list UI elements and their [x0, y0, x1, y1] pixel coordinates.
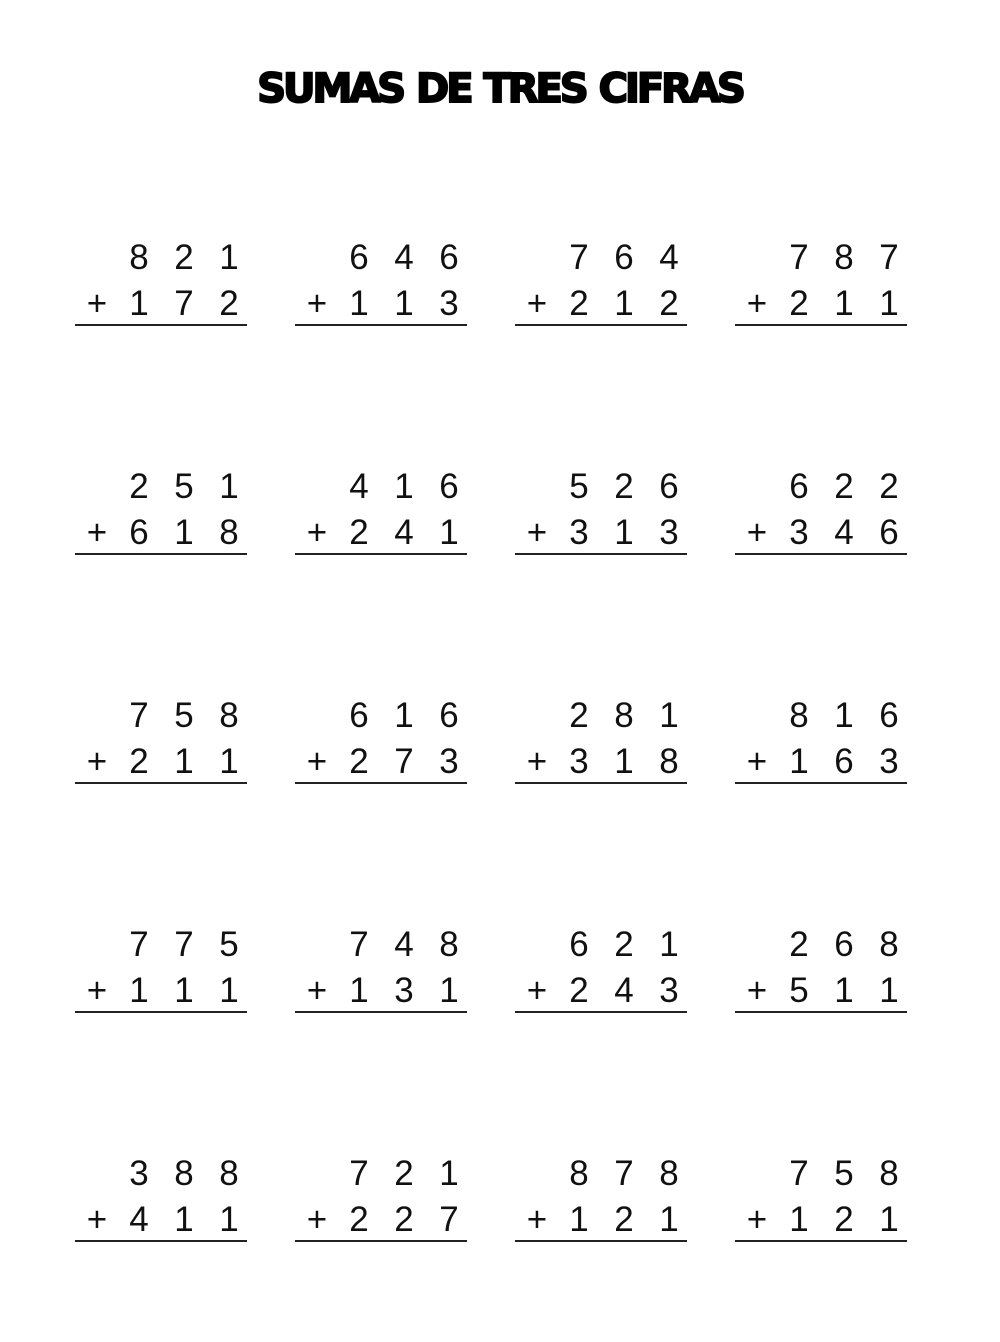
digit: 2 [349, 1200, 369, 1239]
digit: 7 [789, 1154, 809, 1193]
sum-line [735, 553, 907, 555]
plus-sign: + [526, 1200, 548, 1239]
digit: 1 [569, 1200, 589, 1239]
addend-bottom [735, 511, 907, 555]
addition-problem [735, 923, 907, 1019]
addition-problem [75, 465, 247, 561]
digit: 3 [569, 513, 589, 552]
digit: 1 [614, 742, 634, 781]
digit: 5 [219, 925, 239, 964]
digit: 1 [614, 513, 634, 552]
plus-sign: + [746, 742, 768, 781]
digit: 3 [789, 513, 809, 552]
plus-sign: + [306, 1200, 328, 1239]
digit: 3 [659, 513, 679, 552]
digit: 1 [439, 1154, 459, 1193]
digit: 1 [789, 742, 809, 781]
digit: 6 [659, 467, 679, 506]
digit: 1 [129, 284, 149, 323]
digit: 3 [394, 971, 414, 1010]
digit: 2 [174, 238, 194, 277]
addend-top [75, 236, 247, 280]
sum-line [295, 553, 467, 555]
digit: 2 [569, 971, 589, 1010]
digit: 3 [659, 971, 679, 1010]
addend-top [295, 1152, 467, 1196]
digit: 4 [394, 513, 414, 552]
digit: 8 [219, 513, 239, 552]
plus-sign: + [306, 742, 328, 781]
addition-problem [295, 236, 467, 332]
addend-bottom [515, 969, 687, 1013]
plus-sign: + [86, 513, 108, 552]
plus-sign: + [526, 284, 548, 323]
digit: 2 [789, 284, 809, 323]
sum-line [75, 553, 247, 555]
addition-problem [75, 236, 247, 332]
digit: 4 [834, 513, 854, 552]
digit: 1 [439, 971, 459, 1010]
digit: 7 [174, 284, 194, 323]
digit: 2 [834, 467, 854, 506]
digit: 1 [394, 467, 414, 506]
addend-bottom [295, 282, 467, 326]
addend-top [295, 923, 467, 967]
addend-bottom [75, 1198, 247, 1242]
digit: 5 [569, 467, 589, 506]
digit: 2 [349, 513, 369, 552]
digit: 6 [614, 238, 634, 277]
digit: 1 [394, 284, 414, 323]
addition-problem [735, 236, 907, 332]
digit: 6 [439, 238, 459, 277]
digit: 2 [394, 1154, 414, 1193]
digit: 3 [439, 742, 459, 781]
digit: 8 [659, 1154, 679, 1193]
digit: 8 [439, 925, 459, 964]
sum-line [735, 1011, 907, 1013]
sum-line [515, 324, 687, 326]
sum-line [295, 782, 467, 784]
digit: 2 [349, 742, 369, 781]
digit: 4 [394, 925, 414, 964]
digit: 1 [614, 284, 634, 323]
addend-top [515, 236, 687, 280]
addend-top [515, 465, 687, 509]
problems-grid [75, 236, 907, 1246]
sum-line [295, 324, 467, 326]
addend-bottom [295, 969, 467, 1013]
digit: 2 [879, 467, 899, 506]
addition-problem [515, 236, 687, 332]
plus-sign: + [306, 284, 328, 323]
addition-problem [295, 465, 467, 561]
digit: 4 [129, 1200, 149, 1239]
addition-problem [295, 1152, 467, 1248]
plus-sign: + [746, 513, 768, 552]
digit: 1 [174, 742, 194, 781]
sum-line [295, 1240, 467, 1242]
digit: 6 [569, 925, 589, 964]
digit: 7 [879, 238, 899, 277]
digit: 2 [394, 1200, 414, 1239]
digit: 8 [879, 1154, 899, 1193]
plus-sign: + [86, 284, 108, 323]
digit: 6 [879, 513, 899, 552]
digit: 2 [614, 925, 634, 964]
digit: 8 [879, 925, 899, 964]
sum-line [75, 1011, 247, 1013]
digit: 7 [349, 925, 369, 964]
digit: 7 [349, 1154, 369, 1193]
digit: 1 [219, 467, 239, 506]
sum-line [735, 1240, 907, 1242]
digit: 1 [129, 971, 149, 1010]
digit: 2 [129, 742, 149, 781]
digit: 1 [219, 238, 239, 277]
digit: 2 [789, 925, 809, 964]
plus-sign: + [746, 1200, 768, 1239]
addend-bottom [735, 969, 907, 1013]
addend-bottom [75, 969, 247, 1013]
addition-problem [515, 1152, 687, 1248]
digit: 3 [129, 1154, 149, 1193]
addition-problem [75, 923, 247, 1019]
digit: 8 [569, 1154, 589, 1193]
digit: 8 [129, 238, 149, 277]
digit: 1 [659, 696, 679, 735]
addend-bottom [75, 740, 247, 784]
digit: 6 [349, 696, 369, 735]
digit: 4 [349, 467, 369, 506]
addend-top [515, 923, 687, 967]
digit: 7 [174, 925, 194, 964]
digit: 1 [349, 284, 369, 323]
addend-top [295, 236, 467, 280]
digit: 5 [834, 1154, 854, 1193]
digit: 4 [394, 238, 414, 277]
digit: 1 [834, 971, 854, 1010]
digit: 7 [614, 1154, 634, 1193]
digit: 7 [569, 238, 589, 277]
digit: 2 [129, 467, 149, 506]
digit: 5 [174, 467, 194, 506]
digit: 4 [614, 971, 634, 1010]
addend-top [515, 1152, 687, 1196]
addend-bottom [295, 740, 467, 784]
digit: 6 [789, 467, 809, 506]
plus-sign: + [306, 513, 328, 552]
plus-sign: + [86, 971, 108, 1010]
sum-line [75, 1240, 247, 1242]
addend-top [75, 1152, 247, 1196]
addend-bottom [515, 1198, 687, 1242]
digit: 1 [174, 513, 194, 552]
addend-bottom [515, 282, 687, 326]
addend-top [75, 465, 247, 509]
digit: 8 [659, 742, 679, 781]
digit: 6 [879, 696, 899, 735]
addend-top [75, 923, 247, 967]
digit: 2 [614, 467, 634, 506]
plus-sign: + [306, 971, 328, 1010]
addend-top [295, 694, 467, 738]
digit: 7 [129, 925, 149, 964]
digit: 1 [659, 925, 679, 964]
digit: 1 [879, 1200, 899, 1239]
digit: 7 [439, 1200, 459, 1239]
digit: 6 [834, 742, 854, 781]
addend-top [735, 1152, 907, 1196]
sum-line [515, 1240, 687, 1242]
digit: 8 [614, 696, 634, 735]
digit: 1 [834, 284, 854, 323]
addend-top [295, 465, 467, 509]
sum-line [515, 782, 687, 784]
digit: 1 [174, 971, 194, 1010]
digit: 1 [219, 971, 239, 1010]
digit: 6 [834, 925, 854, 964]
addend-bottom [295, 1198, 467, 1242]
plus-sign: + [526, 742, 548, 781]
addition-problem [75, 694, 247, 790]
digit: 6 [439, 696, 459, 735]
addition-problem [295, 694, 467, 790]
plus-sign: + [86, 742, 108, 781]
addition-problem [735, 465, 907, 561]
digit: 1 [219, 742, 239, 781]
digit: 1 [659, 1200, 679, 1239]
addend-bottom [515, 511, 687, 555]
addend-top [735, 236, 907, 280]
sum-line [295, 1011, 467, 1013]
sum-line [515, 553, 687, 555]
digit: 2 [659, 284, 679, 323]
addend-bottom [295, 511, 467, 555]
digit: 3 [569, 742, 589, 781]
sum-line [75, 324, 247, 326]
worksheet-title: SUMAS DE TRES CIFRAS [257, 66, 743, 112]
digit: 1 [394, 696, 414, 735]
digit: 7 [129, 696, 149, 735]
digit: 1 [879, 971, 899, 1010]
addition-problem [515, 923, 687, 1019]
plus-sign: + [526, 971, 548, 1010]
addend-top [515, 694, 687, 738]
addition-problem [735, 1152, 907, 1248]
plus-sign: + [746, 284, 768, 323]
addend-bottom [515, 740, 687, 784]
sum-line [515, 1011, 687, 1013]
addition-problem [735, 694, 907, 790]
addend-top [735, 465, 907, 509]
plus-sign: + [86, 1200, 108, 1239]
digit: 8 [174, 1154, 194, 1193]
digit: 1 [789, 1200, 809, 1239]
digit: 1 [219, 1200, 239, 1239]
digit: 2 [834, 1200, 854, 1239]
digit: 5 [789, 971, 809, 1010]
digit: 6 [349, 238, 369, 277]
digit: 1 [834, 696, 854, 735]
addend-bottom [735, 740, 907, 784]
digit: 2 [569, 696, 589, 735]
digit: 1 [174, 1200, 194, 1239]
sum-line [735, 782, 907, 784]
addend-top [735, 694, 907, 738]
addend-top [735, 923, 907, 967]
addition-problem [515, 465, 687, 561]
digit: 6 [129, 513, 149, 552]
digit: 5 [174, 696, 194, 735]
digit: 7 [789, 238, 809, 277]
digit: 1 [349, 971, 369, 1010]
digit: 7 [394, 742, 414, 781]
digit: 2 [219, 284, 239, 323]
addend-bottom [735, 282, 907, 326]
plus-sign: + [526, 513, 548, 552]
digit: 8 [789, 696, 809, 735]
addition-problem [515, 694, 687, 790]
sum-line [735, 324, 907, 326]
digit: 1 [439, 513, 459, 552]
addend-bottom [75, 282, 247, 326]
addend-bottom [735, 1198, 907, 1242]
digit: 8 [219, 1154, 239, 1193]
addend-bottom [75, 511, 247, 555]
digit: 6 [439, 467, 459, 506]
addend-top [75, 694, 247, 738]
digit: 8 [219, 696, 239, 735]
digit: 1 [879, 284, 899, 323]
plus-sign: + [746, 971, 768, 1010]
addition-problem [75, 1152, 247, 1248]
digit: 3 [879, 742, 899, 781]
sum-line [75, 782, 247, 784]
addition-problem [295, 923, 467, 1019]
digit: 2 [614, 1200, 634, 1239]
digit: 8 [834, 238, 854, 277]
digit: 3 [439, 284, 459, 323]
digit: 2 [569, 284, 589, 323]
digit: 4 [659, 238, 679, 277]
